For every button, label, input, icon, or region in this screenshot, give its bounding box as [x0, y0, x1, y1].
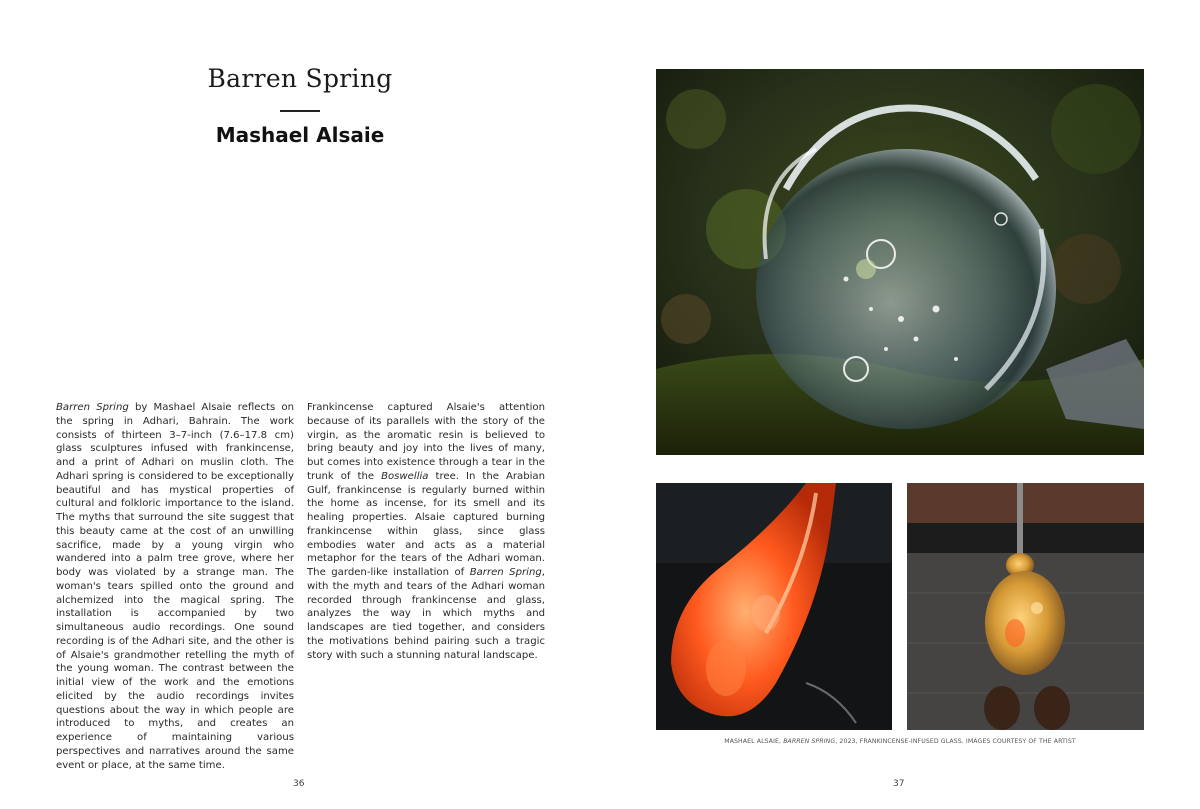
photo-caption	[656, 738, 1144, 745]
glass-sculpture-photo	[656, 69, 1144, 455]
page-number-left: 36	[293, 779, 305, 789]
molten-glass-photo	[656, 483, 892, 730]
caption-work-title: BARREN SPRING	[783, 738, 836, 745]
tree-name-italic: Boswellia	[381, 470, 429, 482]
right-page	[600, 0, 1200, 809]
body-column-2	[307, 401, 545, 662]
paragraph-2-text-a: Frankincense captured Alsaie's attention because of its parallels with the story of the virgin, as the aromatic resin is believed to bring beauty and joy into the lives of many, but comes into existence through a tear in the trunk of the	[307, 402, 545, 482]
paragraph-2-text-b: tree. In the Arabian Gulf, frankincense is regularly burned within the home as incense, for its smell and its healing properties. Alsaie captured burning frankincense within glass, since glass embodies water and acts as a material metaphor for the tears of the Adhari woman. The garden-like installation of	[307, 470, 546, 578]
paragraph-1	[56, 401, 294, 772]
work-title-italic: Barren Spring	[56, 402, 129, 413]
artist-name: Mashael Alsaie	[215, 123, 385, 147]
caption-artist: MASHAEL ALSAIE,	[724, 738, 784, 745]
caption-details: , 2023, FRANKINCENSE-INFUSED GLASS. IMAGES COURTESY OF THE ARTIST	[835, 738, 1076, 745]
article-title: Barren Spring	[207, 64, 393, 93]
paragraph-2	[307, 401, 545, 662]
glass-on-blowpipe-photo	[907, 483, 1144, 730]
page-number-right: 37	[893, 779, 905, 789]
body-column-1	[56, 401, 294, 772]
work-title-italic-2: Barren Spring	[469, 567, 542, 578]
paragraph-2-text-c: , with the myth and tears of the Adhari woman recorded through frankincense and glass, analyzes the way in which myths and landscapes are tied together, and considers the motivations behind pairing such a tragic story with such a stunning natural landscape.	[307, 567, 545, 661]
title-divider	[280, 110, 320, 112]
paragraph-1-text: by Mashael Alsaie reflects on the spring in Adhari, Bahrain. The work consists of thirteen 3–7-inch (7.6–17.8 cm) glass sculptures infused with frankincense, and a print of Adhari on muslin cloth. The Adhari spring is considered to be exceptionally beautiful and has mystical properties of cultural and folkloric importance to the island. The myths that surround the site suggest that this beauty came at the cost of an unwilling sacrifice, made by a young virgin who wandered into a palm tree grove, where her body was violated by a strange man. The woman's tears spilled onto the ground and alchemized into the magical spring. The installation is accompanied by two simultaneous audio recordings. One sound recording is of the Adhari site, and the other is of Alsaie's grandmother retelling the myth of the young woman. The contrast between the initial view of the work and the emotions elicited by the audio recordings invites questions about the way in which people are introduced to myths, and creates an experience of maintaining various perspectives and narratives around the same event or place, at the same time.	[56, 402, 294, 771]
